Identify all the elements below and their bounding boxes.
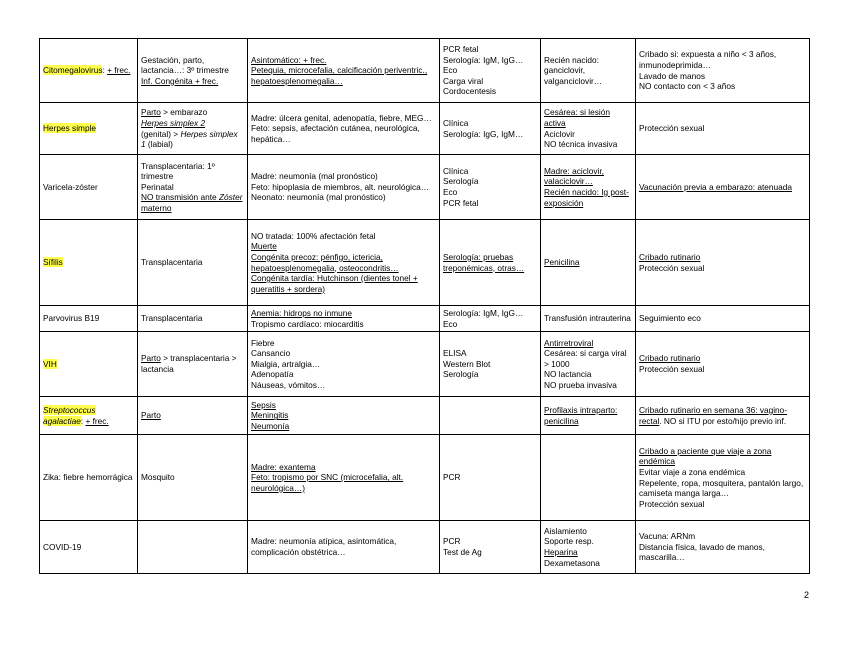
cell-line: [141, 161, 244, 182]
cell-line: [544, 166, 632, 187]
cell-text: PCR: [443, 536, 461, 547]
cell-text: NO técnica invasiva: [544, 139, 618, 150]
row-parvovirus: [40, 306, 810, 332]
cell-line: [251, 113, 436, 124]
clinical-cell: [248, 220, 440, 306]
prevention-cell: [636, 103, 810, 155]
cell-line: [639, 364, 806, 375]
cell-line: [141, 129, 244, 150]
clinical-cell: [248, 521, 440, 574]
cell-line: [251, 536, 436, 557]
cell-text: Náuseas, vómitos…: [251, 379, 326, 390]
cell-text: PCR: [443, 472, 461, 483]
cell-text: VIH: [43, 358, 57, 369]
cell-text: NO tratada: 100% afectación fetal: [251, 230, 376, 241]
cell-line: [443, 129, 537, 140]
prevention-cell: [636, 332, 810, 397]
cell-line: [43, 313, 134, 324]
cell-text: Eco: [443, 187, 458, 197]
cell-text: Sífilis: [43, 257, 63, 268]
cell-line: [443, 308, 537, 319]
cell-text: COVID-19: [43, 541, 82, 552]
cell-text: Evitar viaje a zona endémica: [639, 466, 746, 477]
cell-text: Zika: fiebre hemorrágica: [43, 472, 133, 483]
cell-text: Gestación, parto, lactancia…: 3º trimestre: [141, 54, 229, 76]
cell-text: Eco: [443, 318, 458, 329]
cell-line: [43, 257, 134, 268]
transmission-cell: [138, 103, 248, 155]
cell-line: [141, 76, 244, 87]
agent-cell: [40, 220, 138, 306]
cell-text: Serología: [443, 176, 479, 187]
row-sifilis: [40, 220, 810, 306]
cell-line: [251, 182, 436, 193]
cell-text: (labial): [145, 139, 173, 150]
cell-line: [251, 348, 436, 359]
cell-line: [251, 252, 436, 273]
cell-text: Varicela-zóster: [43, 181, 98, 192]
cell-line: [141, 118, 244, 129]
row-citomegalovirus: [40, 39, 810, 103]
cell-text: Zóster: [218, 192, 243, 203]
cell-line: [443, 536, 537, 547]
cell-text: NO contacto con < 3 años: [639, 81, 736, 92]
cell-line: [639, 499, 806, 510]
treatment-cell: [541, 332, 636, 397]
cell-text: Citomegalovirus: [43, 65, 103, 76]
cell-line: [141, 192, 244, 213]
cell-text: Inf. Congénita + frec.: [141, 75, 219, 86]
cell-line: [639, 478, 806, 499]
cell-line: [639, 49, 806, 70]
cell-line: [443, 176, 537, 187]
cell-line: [443, 198, 537, 209]
cell-line: [443, 472, 537, 483]
cell-text: Neumonía: [251, 420, 290, 431]
cell-text: Clínica: [443, 117, 469, 128]
cell-text: Aciclovir: [544, 128, 575, 139]
cell-text: Protección sexual: [639, 498, 705, 509]
cell-text: Penicilina: [544, 257, 580, 268]
cell-text: Recién nacido: ganciclovir, valganciclovir…: [544, 54, 603, 86]
prevention-cell: [636, 220, 810, 306]
cell-line: [443, 359, 537, 370]
cell-text: Western Blot: [443, 358, 491, 369]
cell-line: [251, 462, 436, 473]
cell-text: Carga viral: [443, 75, 484, 86]
cell-line: [141, 472, 244, 483]
cell-line: [443, 187, 537, 198]
cell-text: Parvovirus B19: [43, 313, 100, 324]
cell-line: [639, 182, 806, 193]
cell-text: Profilaxis intraparto: penicilina: [544, 404, 618, 426]
cell-text: Serología: IgM, IgG…: [443, 307, 524, 318]
cell-line: [251, 308, 436, 319]
cell-line: [251, 338, 436, 349]
cell-text: Protección sexual: [639, 364, 705, 374]
agent-cell: [40, 103, 138, 155]
cell-line: [544, 139, 632, 150]
cell-text: > transplacentaria > lactancia: [141, 353, 237, 374]
cell-text: Muerte: [251, 241, 277, 252]
cell-text: Serología: IgG, IgM…: [443, 128, 524, 139]
cell-line: [443, 44, 537, 55]
cell-text: Feto: sepsis, afectación cutánea, neurológica, hepática…: [251, 123, 420, 144]
cell-text: Transfusión intrauterina: [544, 313, 631, 324]
clinical-cell: [248, 155, 440, 220]
cell-text: Serología: IgM, IgG…: [443, 54, 524, 65]
cell-text: Congénita precoz: pénfigo, ictericia, hepatoesplenomegalia, osteocondritis…: [251, 251, 399, 273]
cell-text: Feto: tropismo por SNC (microcefalia, alt. neurológica…): [251, 472, 404, 493]
cell-line: [43, 65, 134, 76]
cell-text: Cansancio: [251, 348, 291, 359]
transmission-cell: [138, 39, 248, 103]
infections-table: [39, 38, 810, 574]
cell-text: Transplacentaria: [141, 313, 203, 324]
cell-line: [141, 353, 244, 374]
cell-text: Recién nacido: Ig post-exposición: [544, 187, 629, 208]
treatment-cell: [541, 306, 636, 332]
clinical-cell: [248, 435, 440, 521]
cell-line: [43, 123, 134, 134]
cell-line: [639, 405, 806, 426]
cell-line: [544, 129, 632, 140]
cell-line: [639, 81, 806, 92]
cell-text: Anemia: hidrops no inmune: [251, 307, 353, 318]
cell-text: Cribado si: expuesta a niño < 3 años, inmunodeprimida…: [639, 49, 777, 70]
cell-line: [443, 369, 537, 380]
cell-line: [43, 405, 134, 426]
clinical-cell: [248, 306, 440, 332]
cell-text: Soporte resp.: [544, 536, 594, 547]
cell-text: Lavado de manos: [639, 70, 705, 81]
cell-line: [141, 182, 244, 193]
clinical-cell: [248, 103, 440, 155]
cell-text: Fiebre: [251, 337, 275, 348]
prevention-cell: [636, 39, 810, 103]
cell-text: Neonato: neumonía (mal pronóstico): [251, 192, 386, 203]
transmission-cell: [138, 155, 248, 220]
cell-line: [251, 55, 436, 66]
row-varicela-zoster: [40, 155, 810, 220]
cell-line: [251, 273, 436, 294]
treatment-cell: [541, 521, 636, 574]
cell-line: [544, 257, 632, 268]
cell-text: Seguimiento eco: [639, 313, 701, 324]
cell-line: [443, 547, 537, 558]
cell-text: (genital) >: [141, 128, 181, 139]
cell-text: Sepsis: [251, 399, 276, 410]
transmission-cell: [138, 332, 248, 397]
cell-text: :: [80, 415, 86, 426]
diagnosis-cell: [440, 521, 541, 574]
treatment-cell: [541, 435, 636, 521]
cell-text: Tropismo cardíaco: miocarditis: [251, 318, 364, 329]
cell-text: Cesárea: si carga viral > 1000: [544, 348, 627, 369]
cell-line: [251, 380, 436, 391]
cell-text: PCR fetal: [443, 197, 479, 208]
cell-line: [43, 472, 134, 483]
cell-text: Madre: neumonía atípica, asintomática, complicación obstétrica…: [251, 536, 397, 557]
diagnosis-cell: [440, 332, 541, 397]
treatment-cell: [541, 220, 636, 306]
cell-text: ELISA: [443, 348, 467, 359]
cell-text: Adenopatía: [251, 369, 294, 380]
treatment-cell: [541, 155, 636, 220]
cell-line: [443, 76, 537, 87]
cell-text: Cribado a paciente que viaje a zona endémica: [639, 445, 772, 467]
cell-text: Petequia, microcefalia, calcificación periventric., hepatoesplenomegalia…: [251, 65, 428, 86]
clinical-cell: [248, 39, 440, 103]
diagnosis-cell: [440, 435, 541, 521]
diagnosis-cell: [440, 397, 541, 435]
diagnosis-cell: [440, 220, 541, 306]
row-covid: [40, 521, 810, 574]
cell-text: Cribado rutinario en semana 36: vagino-rectal: [639, 404, 788, 426]
cell-text: Cribado rutinario: [639, 251, 701, 262]
row-vih: [40, 332, 810, 397]
cell-text: Antirretroviral: [544, 337, 594, 348]
cell-line: [639, 123, 806, 134]
transmission-cell: [138, 435, 248, 521]
diagnosis-cell: [440, 306, 541, 332]
prevention-cell: [636, 521, 810, 574]
cell-line: [639, 263, 806, 274]
cell-text: Vacunación previa a embarazo: atenuada: [639, 181, 792, 192]
cell-text: PCR fetal: [443, 44, 479, 55]
cell-line: [141, 107, 244, 118]
agent-cell: [40, 397, 138, 435]
cell-line: [544, 348, 632, 369]
cell-line: [141, 55, 244, 76]
clinical-cell: [248, 332, 440, 397]
prevention-cell: [636, 155, 810, 220]
cell-line: [544, 547, 632, 558]
cell-text: Eco: [443, 65, 458, 76]
cell-line: [639, 542, 806, 563]
agent-cell: [40, 155, 138, 220]
cell-line: [443, 319, 537, 330]
cell-line: [251, 472, 436, 493]
diagnosis-cell: [440, 39, 541, 103]
diagnosis-cell: [440, 155, 541, 220]
cell-line: [141, 257, 244, 268]
clinical-cell: [248, 397, 440, 435]
page-number: 2: [804, 590, 810, 600]
cell-line: [544, 55, 632, 87]
prevention-cell: [636, 306, 810, 332]
transmission-cell: [138, 306, 248, 332]
transmission-cell: [138, 397, 248, 435]
cell-text: Madre: exantema: [251, 461, 316, 472]
agent-cell: [40, 39, 138, 103]
cell-text: Protección sexual: [639, 262, 705, 273]
cell-line: [251, 421, 436, 432]
cell-text: Congénita tardía: Hutchinson (dientes tonel + queratitis + sordera): [251, 273, 418, 294]
cell-text: Serología: [443, 369, 479, 380]
cell-text: NO lactancia: [544, 369, 592, 380]
cell-line: [43, 359, 134, 370]
cell-line: [251, 171, 436, 182]
cell-text: . NO si ITU por esto/hijo previo inf.: [659, 415, 787, 426]
cell-text: materno: [141, 202, 172, 213]
cell-text: Madre: aciclovir, valaciclovir…: [544, 165, 604, 187]
cell-text: Streptococcus agalactiae: [43, 404, 96, 426]
cell-text: Herpes simplex 2: [141, 117, 206, 128]
cell-line: [43, 542, 134, 553]
cell-text: Vacuna: ARNm: [639, 531, 696, 542]
cell-line: [43, 182, 134, 193]
cell-text: Dexametasona: [544, 557, 600, 568]
cell-text: Cordocentesis: [443, 86, 497, 97]
cell-text: + frec.: [85, 415, 109, 426]
cell-line: [443, 118, 537, 129]
cell-line: [443, 65, 537, 76]
cell-line: [544, 338, 632, 349]
cell-text: :: [102, 65, 108, 76]
cell-line: [544, 558, 632, 569]
cell-line: [251, 231, 436, 242]
cell-line: [544, 405, 632, 426]
cell-text: Madre: úlcera genital, adenopatía, fiebre, MEG…: [251, 112, 432, 123]
transmission-cell: [138, 220, 248, 306]
cell-line: [544, 313, 632, 324]
cell-text: Clínica: [443, 165, 469, 176]
cell-line: [443, 86, 537, 97]
treatment-cell: [541, 39, 636, 103]
treatment-cell: [541, 103, 636, 155]
treatment-cell: [541, 397, 636, 435]
row-zika: [40, 435, 810, 521]
transmission-cell: [138, 521, 248, 574]
cell-line: [251, 123, 436, 144]
cell-line: [251, 241, 436, 252]
cell-text: NO transmisión ante: [141, 192, 219, 203]
cell-line: [639, 446, 806, 467]
agent-cell: [40, 435, 138, 521]
agent-cell: [40, 332, 138, 397]
cell-text: Serología: pruebas treponémicas, otras…: [443, 251, 525, 273]
cell-text: Parto: [141, 107, 161, 118]
cell-line: [251, 65, 436, 86]
cell-text: NO prueba invasiva: [544, 379, 617, 390]
cell-text: Aislamiento: [544, 525, 587, 536]
cell-line: [251, 319, 436, 330]
cell-line: [443, 348, 537, 359]
cell-text: Parto: [141, 410, 161, 421]
cell-line: [251, 369, 436, 380]
cell-line: [544, 536, 632, 547]
cell-line: [544, 107, 632, 128]
cell-line: [639, 313, 806, 324]
cell-text: Mialgia, artralgia…: [251, 358, 321, 369]
cell-line: [639, 71, 806, 82]
cell-line: [544, 526, 632, 537]
cell-line: [443, 166, 537, 177]
cell-text: Repelente, ropa, mosquitera, pantalón largo, camiseta manga larga…: [639, 477, 804, 499]
cell-text: Parto: [141, 353, 161, 364]
cell-text: Transplacentaria: [141, 257, 203, 268]
cell-line: [251, 192, 436, 203]
cell-text: Meningitis: [251, 410, 289, 421]
prevention-cell: [636, 397, 810, 435]
cell-text: > embarazo: [160, 107, 208, 118]
cell-line: [639, 531, 806, 542]
cell-line: [639, 467, 806, 478]
cell-line: [544, 369, 632, 380]
cell-text: Madre: neumonía (mal pronóstico): [251, 171, 378, 182]
prevention-cell: [636, 435, 810, 521]
cell-text: + frec.: [107, 65, 131, 76]
cell-text: Cribado rutinario: [639, 353, 701, 364]
cell-line: [251, 359, 436, 370]
cell-line: [141, 410, 244, 421]
cell-line: [544, 187, 632, 208]
cell-text: Heparina: [544, 547, 578, 557]
cell-line: [639, 252, 806, 263]
diagnosis-cell: [440, 103, 541, 155]
cell-text: Perinatal: [141, 181, 174, 192]
cell-line: [251, 400, 436, 411]
cell-line: [544, 380, 632, 391]
row-herpes-simple: [40, 103, 810, 155]
cell-line: [443, 55, 537, 66]
cell-text: Cesárea: si lesión activa: [544, 107, 610, 128]
cell-text: Herpes simple: [43, 123, 97, 134]
row-streptococcus: [40, 397, 810, 435]
cell-text: Asintomático: + frec.: [251, 54, 327, 65]
cell-text: Protección sexual: [639, 123, 705, 134]
agent-cell: [40, 306, 138, 332]
cell-line: [141, 313, 244, 324]
cell-text: Transplacentaria: 1º trimestre: [141, 160, 215, 182]
cell-text: Herpes simplex 1: [141, 128, 238, 150]
cell-text: Test de Ag: [443, 547, 482, 557]
agent-cell: [40, 521, 138, 574]
cell-text: Distancia física, lavado de manos, mascarilla…: [639, 541, 765, 563]
cell-text: Mosquito: [141, 472, 175, 483]
cell-text: Feto: hipoplasia de miembros, alt. neurológica…: [251, 181, 430, 192]
table-body: [40, 39, 810, 574]
cell-line: [639, 353, 806, 364]
cell-line: [251, 410, 436, 421]
cell-line: [443, 252, 537, 273]
